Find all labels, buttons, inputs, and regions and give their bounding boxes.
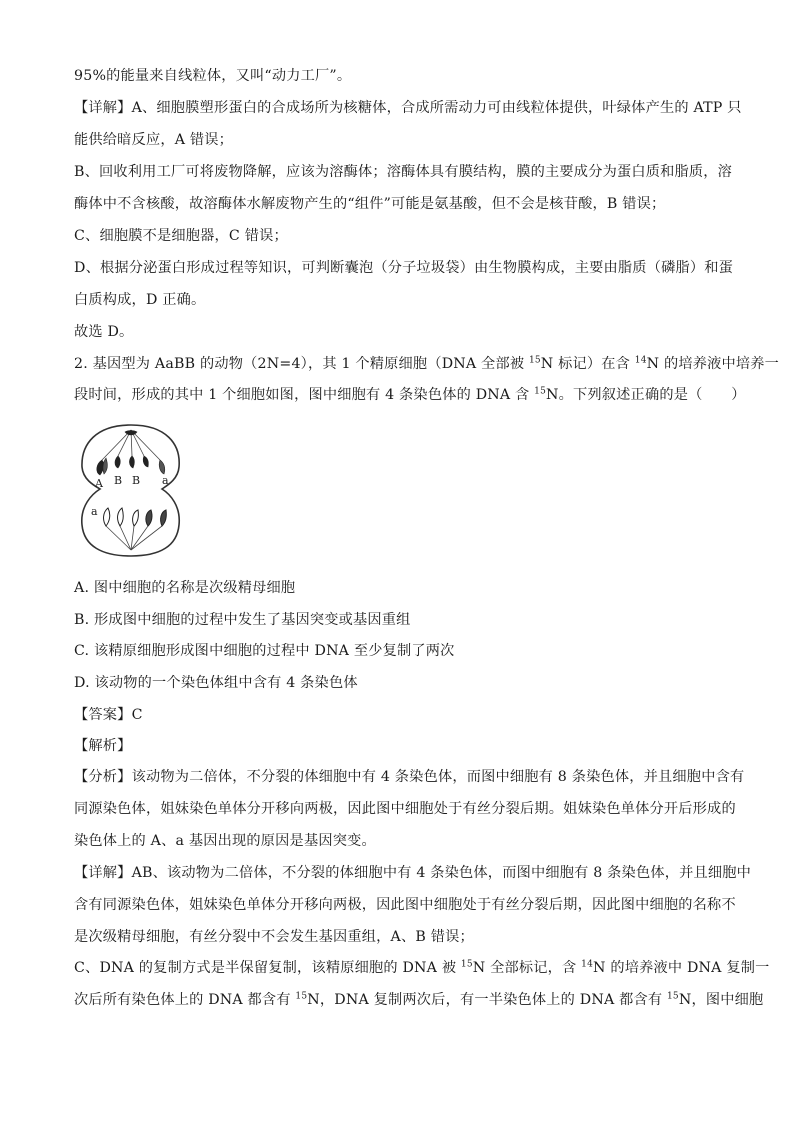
question-text: N 的培养液中培养一 [646,356,780,372]
paragraph-line: 95%的能量来自线粒体，又叫“动力工厂”。 [74,68,352,84]
paragraph-text: N，图中细胞 [678,992,764,1008]
detail-tag: 【详解】 [74,865,132,881]
question-text: N 标记）在含 [540,356,635,372]
paragraph-line: 能供给暗反应，A 错误； [74,132,234,148]
paragraph-line: 故选 D。 [74,324,134,340]
paragraph-text: 次后所有染色体上的 DNA 都含有 [74,992,296,1008]
option-b: B. 形成图中细胞的过程中发生了基因突变或基因重组 [74,612,411,628]
option-a: A. 图中细胞的名称是次级精母细胞 [74,580,296,596]
paragraph-line [74,98,742,118]
paragraph-line: 含有同源染色体，姐妹染色单体分开移向两极，因此图中细胞处于有丝分裂后期，因此图中细胞的名称不 [74,897,736,913]
paragraph-line: 是次级精母细胞，有丝分裂中不会发生基因重组，A、B 错误； [74,929,474,945]
isotope-superscript: 14 [634,355,647,366]
question-stem [74,354,780,374]
question-text: N。下列叙述正确的是（ ） [546,387,746,403]
paragraph-line: 染色体上的 A、a 基因出现的原因是基因突变。 [74,833,376,849]
analysis-heading: 【解析】 [74,738,132,754]
paragraph-text: C、DNA 的复制方式是半保留复制，该精原细胞的 DNA 被 [74,960,461,976]
gene-label: a [162,474,169,487]
gene-label: A [95,477,103,490]
answer-value: C [131,707,143,723]
paragraph-line: 白质构成，D 正确。 [74,292,206,308]
question-text: 2. 基因型为 AaBB 的动物（2N=4），其 1 个精原细胞（DNA 全部被 [74,356,529,372]
paragraph-text: A、细胞膜塑形蛋白的合成场所为核糖体，合成所需动力可由线粒体提供，叶绿体产生的 ATP 只 [131,100,742,116]
isotope-superscript: 15 [460,959,473,970]
option-c: C. 该精原细胞形成图中细胞的过程中 DNA 至少复制了两次 [74,643,455,659]
paragraph-text: N，DNA 复制两次后，有一半染色体上的 DNA 都含有 [307,992,667,1008]
paragraph-text: 该动物为二倍体，不分裂的体细胞中有 4 条染色体，而图中细胞有 8 条染色体，并且细胞中含有 [131,769,745,785]
paragraph-line: 酶体中不含核酸，故溶酶体水解废物产生的“组件”可能是氨基酸，但不会是核苷酸，B 错误； [74,196,666,212]
paragraph-line: 同源染色体，姐妹染色单体分开移向两极，因此图中细胞处于有丝分裂后期。姐妹染色单体分开后形成的 [74,801,736,817]
paragraph-text: N 全部标记，含 [472,960,582,976]
isotope-superscript: 14 [581,959,593,970]
paragraph-line [74,958,770,978]
paragraph-line [74,767,745,787]
gene-label: B [114,474,123,487]
paragraph-line: D、根据分泌蛋白形成过程等知识，可判断囊泡（分子垃圾袋）由生物膜构成，主要由脂质（磷脂）和蛋 [74,260,734,276]
isotope-superscript: 15 [528,355,541,366]
analysis-tag: 【分析】 [74,769,132,785]
question-text: 段时间，形成的其中 1 个细胞如图，图中细胞有 4 条染色体的 DNA 含 [74,387,535,403]
isotope-superscript: 15 [295,991,308,1002]
gene-label: B [132,474,141,487]
question-stem [74,385,746,405]
chromosomes-top [97,431,165,476]
cell-division-figure [78,422,184,560]
gene-label: a [91,505,98,518]
paragraph-text: AB、该动物为二倍体，不分裂的体细胞中有 4 条染色体，而图中细胞有 8 条染色体，并且细胞中 [131,865,752,881]
cell-membrane [82,425,179,556]
paragraph-line: B、回收利用工厂可将废物降解，应该为溶酶体；溶酶体具有膜结构，膜的主要成分为蛋白质和脂质，溶 [74,164,733,180]
paragraph-line: C、细胞膜不是细胞器，C 错误； [74,228,288,244]
paragraph-text: N 的培养液中 DNA 复制一 [593,960,770,976]
answer-line [74,705,724,725]
option-d: D. 该动物的一个染色体组中含有 4 条染色体 [74,675,358,691]
isotope-superscript: 15 [666,991,679,1002]
detail-tag: 【详解】 [74,100,132,116]
paragraph-line [74,990,764,1010]
paragraph-line [74,863,752,883]
spindle-bottom [106,526,162,550]
answer-tag: 【答案】 [74,707,132,723]
isotope-superscript: 15 [534,386,546,397]
chromosomes-bottom [104,508,167,526]
